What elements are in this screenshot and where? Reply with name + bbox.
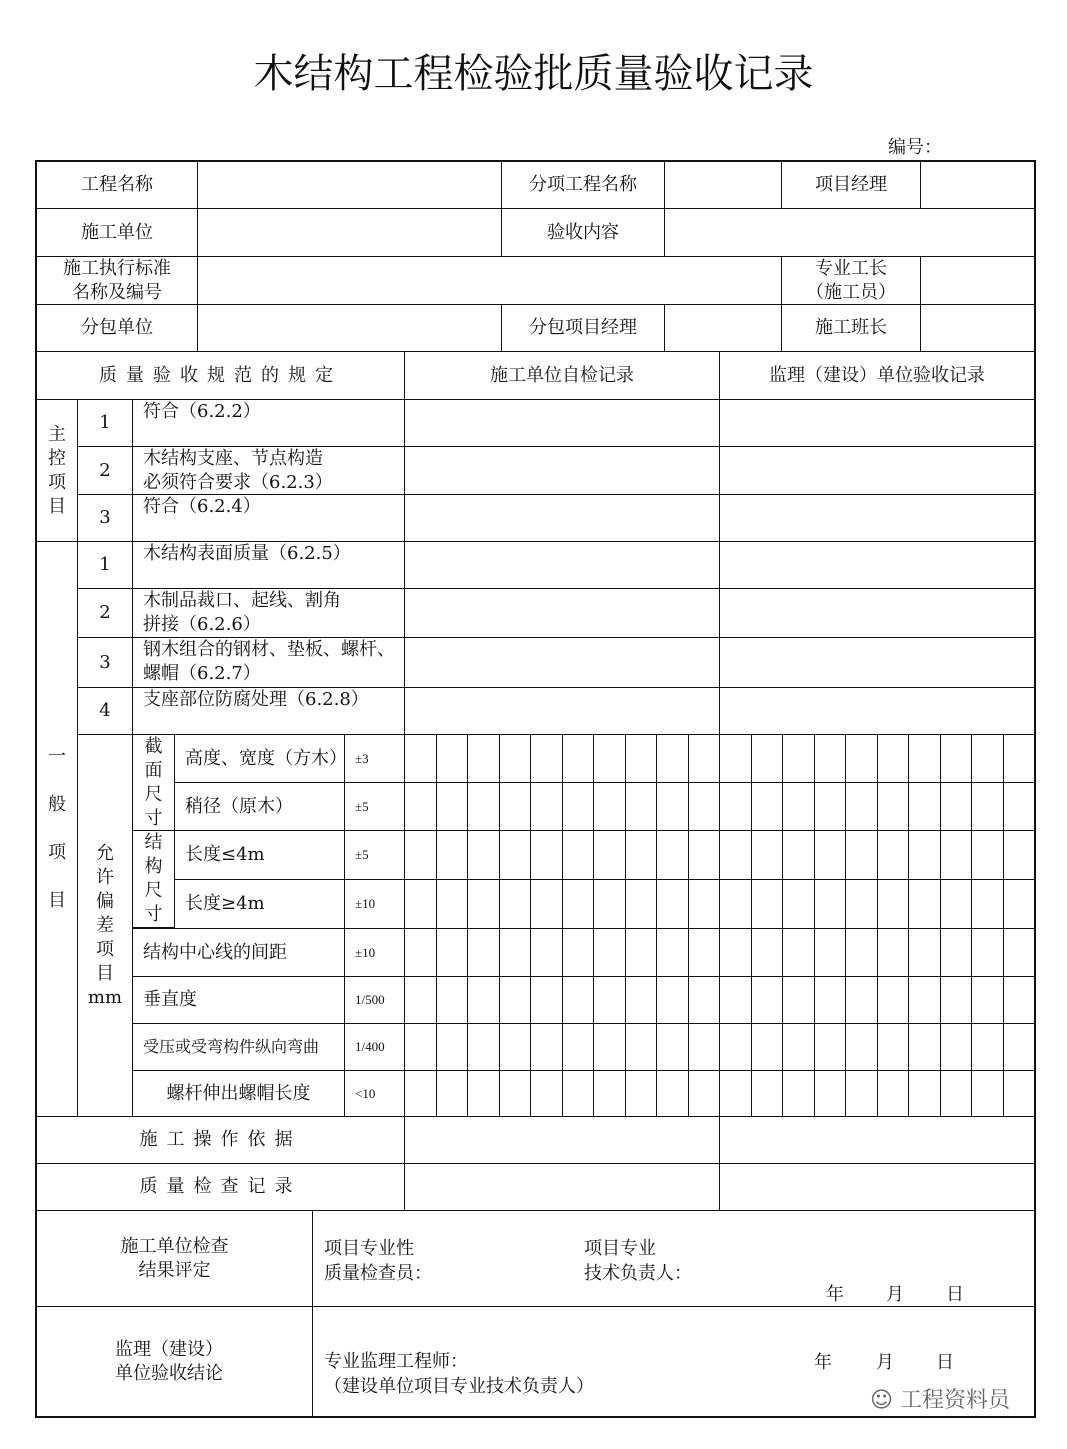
measurement-cell[interactable] [593,928,626,977]
measurement-cell[interactable] [499,734,532,783]
measurement-cell[interactable] [719,879,752,929]
measurement-cell[interactable] [625,976,658,1024]
measurement-cell[interactable] [593,1070,626,1117]
measurement-cell[interactable] [940,734,973,783]
measurement-cell[interactable] [814,976,847,1024]
tolerance-label-char: 许 [96,866,114,888]
foreman-line1: 专业工长 [815,257,887,279]
general-item-supervision[interactable] [719,588,1035,638]
measurement-cell[interactable] [782,782,815,831]
measurement-cell[interactable] [530,782,563,831]
measurement-cell[interactable] [782,879,815,929]
inspection-supervision[interactable] [719,1163,1035,1211]
measurement-cell[interactable] [877,830,910,880]
general-label-char: 目 [48,890,66,911]
measurement-cell[interactable] [530,928,563,977]
main-control-label-char: 项 [48,471,66,493]
measurement-cell[interactable] [845,734,878,783]
measurement-cell[interactable] [719,928,752,977]
measurement-cell[interactable] [436,1070,469,1117]
team-leader-field[interactable] [920,304,1035,352]
basis-self-check[interactable] [404,1116,720,1164]
general-label-char: 般 [48,794,66,815]
measurement-cell[interactable] [908,928,941,977]
measurement-cell[interactable] [908,879,941,929]
measurement-cell[interactable] [751,830,784,880]
main-item-text-line: 符合（6.2.2） [143,401,261,422]
tolerance-label-char: 允 [96,842,114,864]
measurement-cell[interactable] [1003,782,1036,831]
measurement-cell[interactable] [436,928,469,977]
measurement-cell[interactable] [404,1070,437,1117]
label-basis: 施工操作依据 [36,1116,405,1164]
measurement-cell[interactable] [656,1070,689,1117]
section-size-label [132,734,175,831]
measurement-cell[interactable] [908,782,941,831]
label-sub-project-name: 分项工程名称 [501,161,665,209]
measurement-cell[interactable] [562,734,595,783]
measurement-cell[interactable] [1003,734,1036,783]
sup-year: 年 [814,1352,832,1373]
label-standard [36,256,198,305]
measurement-cell[interactable] [688,830,721,880]
measurement-cell[interactable] [1003,976,1036,1024]
measurement-cell[interactable] [845,879,878,929]
structure-size-char: 寸 [144,904,163,925]
eval-year: 年 [826,1284,844,1305]
measurement-cell[interactable] [688,734,721,783]
measurement-cell[interactable] [751,1070,784,1117]
engineer-label: 专业监理工程师： [324,1351,468,1372]
standard-line1: 施工执行标准 [63,257,171,279]
measurement-cell[interactable] [656,879,689,929]
measurement-cell[interactable] [499,879,532,929]
measurement-cell[interactable] [436,1023,469,1071]
measurement-cell[interactable] [625,1023,658,1071]
tolerance-value: ±5 [344,782,405,831]
tolerance-item: 长度≤4m [174,830,345,880]
measurement-cell[interactable] [656,928,689,977]
measurement-cell[interactable] [404,928,437,977]
measurement-cell[interactable] [404,879,437,929]
supervision-eval-label [36,1306,313,1417]
structure-size-label [132,830,175,928]
measurement-cell[interactable] [782,928,815,977]
general-item-text-line: 木制品裁口、起线、割角 [143,590,341,611]
inspector-line1: 项目专业性 [324,1238,414,1259]
construction-eval-label [36,1210,313,1307]
measurement-cell[interactable] [467,734,500,783]
standard-line2: 名称及编号 [72,281,162,303]
general-item-text [132,637,405,688]
measurement-cell[interactable] [1003,928,1036,977]
measurement-cell[interactable] [719,830,752,880]
measurement-cell[interactable] [404,976,437,1024]
measurement-cell[interactable] [782,976,815,1024]
measurement-cell[interactable] [940,879,973,929]
measurement-cell[interactable] [688,782,721,831]
column-self-check: 施工单位自检记录 [404,351,720,400]
measurement-cell[interactable] [719,1070,752,1117]
measurement-cell[interactable] [562,830,595,880]
main-control-label-char: 主 [48,423,66,445]
measurement-cell[interactable] [688,1070,721,1117]
measurement-cell[interactable] [940,1023,973,1071]
general-item-number: 4 [77,687,133,735]
measurement-cell[interactable] [562,1023,595,1071]
label-project-name: 工程名称 [36,161,198,209]
eval-month: 月 [886,1284,904,1305]
supervision-eval-line1: 监理（建设） [115,1338,223,1360]
general-item-number: 3 [77,637,133,688]
measurement-cell[interactable] [751,879,784,929]
project-manager-field[interactable] [920,161,1035,209]
tolerance-item: 长度≥4m [174,879,345,929]
standard-field[interactable] [197,256,782,305]
measurement-cell[interactable] [782,830,815,880]
measurement-cell[interactable] [751,1023,784,1071]
measurement-cell[interactable] [877,1070,910,1117]
measurement-cell[interactable] [530,734,563,783]
inspection-self-check[interactable] [404,1163,720,1211]
measurement-cell[interactable] [971,734,1004,783]
measurement-cell[interactable] [530,1023,563,1071]
general-item-self-check[interactable] [404,541,720,589]
main-item-text [132,446,405,495]
measurement-cell[interactable] [593,782,626,831]
tech-lead-line1: 项目专业 [584,1238,656,1259]
tolerance-value: ±3 [344,734,405,783]
measurement-cell[interactable] [499,782,532,831]
tolerance-value: ±10 [344,879,405,929]
main-item-self-check[interactable] [404,399,720,447]
label-construction-unit: 施工单位 [36,208,198,257]
measurement-cell[interactable] [499,928,532,977]
label-sub-project-manager: 分包项目经理 [501,304,665,352]
tolerance-item: 螺杆伸出螺帽长度 [132,1070,345,1117]
measurement-cell[interactable] [940,928,973,977]
section-size-char: 面 [144,759,163,781]
tolerance-value: ±10 [344,928,405,977]
label-team-leader: 施工班长 [781,304,921,352]
general-label [36,541,78,1117]
measurement-cell[interactable] [656,782,689,831]
measurement-cell[interactable] [814,734,847,783]
general-item-text-line: 木结构表面质量（6.2.5） [143,543,351,564]
watermark: 工程资料员 [900,1388,1011,1413]
main-control-label-char: 控 [48,447,66,469]
main-item-text [132,399,405,447]
measurement-cell[interactable] [877,734,910,783]
main-control-label-char: 目 [48,495,66,517]
general-item-text [132,541,405,589]
measurement-cell[interactable] [436,976,469,1024]
eval-day: 日 [946,1284,964,1305]
foreman-line2: （施工员） [806,281,896,303]
label-acceptance-content: 验收内容 [501,208,665,257]
tolerance-label-char: 差 [96,914,114,936]
measurement-cell[interactable] [625,1070,658,1117]
main-item-number: 2 [77,446,133,495]
measurement-cell[interactable] [436,879,469,929]
measurement-cell[interactable] [499,830,532,880]
measurement-cell[interactable] [467,830,500,880]
measurement-cell[interactable] [688,976,721,1024]
general-item-text-line: 支座部位防腐处理（6.2.8） [143,689,369,710]
measurement-cell[interactable] [688,1023,721,1071]
measurement-cell[interactable] [530,1070,563,1117]
measurement-cell[interactable] [751,928,784,977]
number-label: 编号： [888,137,942,158]
measurement-cell[interactable] [467,976,500,1024]
acceptance-content-field[interactable] [664,208,1035,257]
label-project-manager: 项目经理 [781,161,921,209]
tolerance-item: 高度、宽度（方木） [174,734,345,783]
measurement-cell[interactable] [467,1070,500,1117]
general-item-text [132,687,405,735]
measurement-cell[interactable] [971,976,1004,1024]
tolerance-item: 受压或受弯构件纵向弯曲 [132,1023,345,1071]
tolerance-item: 稍径（原木） [174,782,345,831]
section-size-char: 尺 [144,783,163,805]
construction-unit-field[interactable] [197,208,502,257]
subcontractor-field[interactable] [197,304,502,352]
project-name-field[interactable] [197,161,502,209]
structure-size-char: 结 [144,832,163,853]
measurement-cell[interactable] [971,830,1004,880]
measurement-cell[interactable] [436,782,469,831]
construction-eval-line2: 结果评定 [138,1259,211,1281]
measurement-cell[interactable] [845,928,878,977]
measurement-cell[interactable] [877,928,910,977]
measurement-cell[interactable] [530,879,563,929]
main-item-text-line: 必须符合要求（6.2.3） [143,472,333,493]
measurement-cell[interactable] [467,782,500,831]
measurement-cell[interactable] [814,928,847,977]
general-label-char: 一 [48,746,66,767]
measurement-cell[interactable] [719,734,752,783]
general-item-self-check[interactable] [404,637,720,688]
tolerance-label-char: mm [87,986,123,1008]
general-item-number: 2 [77,588,133,638]
main-item-text-line: 木结构支座、节点构造 [143,448,323,469]
measurement-cell[interactable] [562,976,595,1024]
measurement-cell[interactable] [751,734,784,783]
main-item-number: 3 [77,494,133,542]
measurement-cell[interactable] [404,734,437,783]
general-item-number: 1 [77,541,133,589]
measurement-cell[interactable] [625,782,658,831]
tolerance-value: 1/500 [344,976,405,1024]
main-item-number: 1 [77,399,133,447]
measurement-cell[interactable] [625,879,658,929]
measurement-cell[interactable] [877,976,910,1024]
measurement-cell[interactable] [971,879,1004,929]
measurement-cell[interactable] [845,1023,878,1071]
structure-size-char: 构 [144,856,163,877]
owner-rep-label: （建设单位项目专业技术负责人） [324,1376,594,1397]
sup-month: 月 [876,1352,894,1373]
main-item-self-check[interactable] [404,494,720,542]
measurement-cell[interactable] [877,879,910,929]
measurement-cell[interactable] [719,782,752,831]
measurement-cell[interactable] [467,879,500,929]
measurement-cell[interactable] [593,976,626,1024]
measurement-cell[interactable] [814,830,847,880]
measurement-cell[interactable] [751,976,784,1024]
basis-supervision[interactable] [719,1116,1035,1164]
measurement-cell[interactable] [593,734,626,783]
measurement-cell[interactable] [782,1070,815,1117]
measurement-cell[interactable] [971,782,1004,831]
measurement-cell[interactable] [404,782,437,831]
main-item-supervision[interactable] [719,446,1035,495]
measurement-cell[interactable] [656,734,689,783]
measurement-cell[interactable] [971,1070,1004,1117]
measurement-cell[interactable] [971,928,1004,977]
measurement-cell[interactable] [593,830,626,880]
construction-eval-line1: 施工单位检查 [120,1235,229,1257]
column-spec: 质量验收规范的规定 [36,351,405,400]
measurement-cell[interactable] [499,1023,532,1071]
tech-lead-label [584,1236,692,1286]
sub-project-name-field[interactable] [664,161,782,209]
measurement-cell[interactable] [404,1023,437,1071]
measurement-cell[interactable] [656,830,689,880]
measurement-cell[interactable] [814,1023,847,1071]
main-item-supervision[interactable] [719,399,1035,447]
general-item-self-check[interactable] [404,588,720,638]
measurement-cell[interactable] [719,976,752,1024]
measurement-cell[interactable] [562,782,595,831]
measurement-cell[interactable] [845,830,878,880]
measurement-cell[interactable] [530,976,563,1024]
measurement-cell[interactable] [436,734,469,783]
measurement-cell[interactable] [908,830,941,880]
section-size-char: 截 [144,735,163,757]
section-size-char: 寸 [144,807,163,829]
tolerance-item: 结构中心线的间距 [132,928,345,977]
tech-lead-line2: 技术负责人： [584,1263,692,1284]
sub-project-manager-field[interactable] [664,304,782,352]
label-inspection-record: 质量检查记录 [36,1163,405,1211]
foreman-field[interactable] [920,256,1035,305]
general-item-self-check[interactable] [404,687,720,735]
measurement-cell[interactable] [499,976,532,1024]
measurement-cell[interactable] [1003,1070,1036,1117]
measurement-cell[interactable] [625,734,658,783]
measurement-cell[interactable] [404,830,437,880]
tolerance-item: 垂直度 [132,976,345,1024]
measurement-cell[interactable] [562,1070,595,1117]
measurement-cell[interactable] [1003,1023,1036,1071]
measurement-cell[interactable] [593,879,626,929]
structure-size-char: 尺 [144,880,163,901]
tolerance-label-char: 目 [96,962,114,984]
measurement-cell[interactable] [940,1070,973,1117]
tolerance-value: 1/400 [344,1023,405,1071]
measurement-cell[interactable] [719,1023,752,1071]
measurement-cell[interactable] [940,830,973,880]
column-supervision: 监理（建设）单位验收记录 [719,351,1035,400]
measurement-cell[interactable] [908,1070,941,1117]
measurement-cell[interactable] [593,1023,626,1071]
measurement-cell[interactable] [908,734,941,783]
measurement-cell[interactable] [625,928,658,977]
measurement-cell[interactable] [814,782,847,831]
tolerance-value: ±5 [344,830,405,880]
general-item-supervision[interactable] [719,637,1035,688]
measurement-cell[interactable] [940,782,973,831]
page-title: 木结构工程检验批质量验收记录 [253,51,814,97]
measurement-cell[interactable] [814,1070,847,1117]
measurement-cell[interactable] [688,879,721,929]
tolerance-value: <10 [344,1070,405,1117]
tolerance-label [77,734,133,1117]
wechat-icon: ☺ [870,1388,893,1413]
measurement-cell[interactable] [908,976,941,1024]
general-item-supervision[interactable] [719,687,1035,735]
measurement-cell[interactable] [499,1070,532,1117]
measurement-cell[interactable] [940,976,973,1024]
measurement-cell[interactable] [814,879,847,929]
general-item-supervision[interactable] [719,541,1035,589]
main-control-label [36,399,78,542]
main-item-supervision[interactable] [719,494,1035,542]
label-foreman [781,256,921,305]
measurement-cell[interactable] [782,1023,815,1071]
inspector-line2: 质量检查员： [324,1263,432,1284]
measurement-cell[interactable] [877,1023,910,1071]
measurement-cell[interactable] [782,734,815,783]
measurement-cell[interactable] [877,782,910,831]
general-item-text-line: 螺帽（6.2.7） [143,663,261,684]
measurement-cell[interactable] [845,782,878,831]
main-item-text [132,494,405,542]
general-item-text-line: 拼接（6.2.6） [143,614,261,635]
measurement-cell[interactable] [1003,879,1036,929]
tolerance-label-char: 偏 [96,890,114,912]
inspector-label [324,1236,432,1286]
measurement-cell[interactable] [562,928,595,977]
measurement-cell[interactable] [562,879,595,929]
sup-day: 日 [936,1352,954,1373]
measurement-cell[interactable] [467,1023,500,1071]
general-label-char: 项 [48,842,66,863]
label-subcontractor: 分包单位 [36,304,198,352]
measurement-cell[interactable] [467,928,500,977]
measurement-cell[interactable] [656,976,689,1024]
measurement-cell[interactable] [656,1023,689,1071]
main-item-text-line: 符合（6.2.4） [143,496,261,517]
main-item-self-check[interactable] [404,446,720,495]
measurement-cell[interactable] [625,830,658,880]
measurement-cell[interactable] [1003,830,1036,880]
measurement-cell[interactable] [751,782,784,831]
measurement-cell[interactable] [845,1070,878,1117]
measurement-cell[interactable] [436,830,469,880]
general-item-text-line: 钢木组合的钢材、垫板、螺杆、 [143,639,395,660]
tolerance-label-char: 项 [96,938,114,960]
measurement-cell[interactable] [845,976,878,1024]
measurement-cell[interactable] [688,928,721,977]
measurement-cell[interactable] [971,1023,1004,1071]
general-item-text [132,588,405,638]
supervision-eval-line2: 单位验收结论 [115,1362,223,1384]
measurement-cell[interactable] [908,1023,941,1071]
measurement-cell[interactable] [530,830,563,880]
